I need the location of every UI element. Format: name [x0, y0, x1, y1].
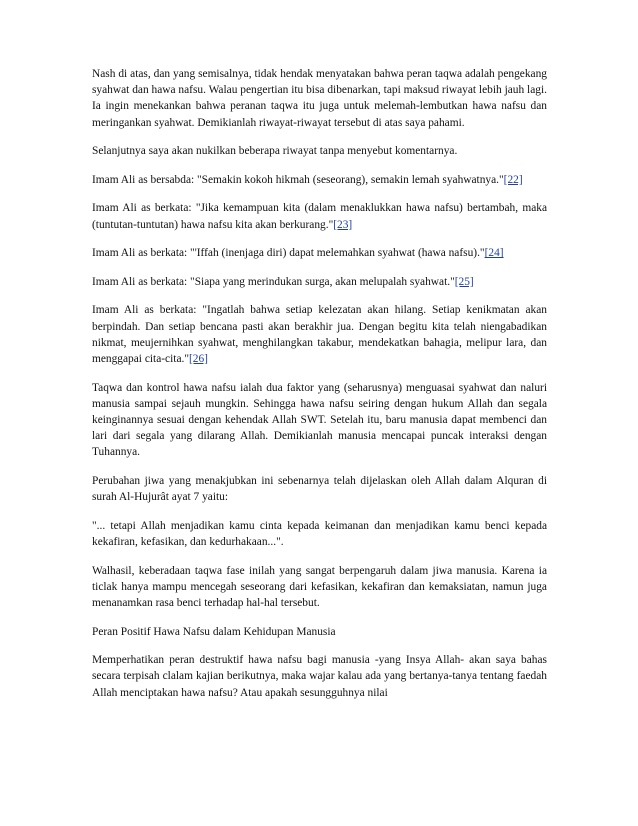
paragraph-quran-quote	[92, 518, 547, 550]
paragraph-text: Walhasil, keberadaan taqwa fase inilah yang sangat berpengaruh dalam jiwa manusia. Karena ia ticlak hanya mampu mencegah seseorang dari kefasikan, kekafiran dan kemaksiatan, namun juga menanamkan rasa benci terhadap hal-hal tersebut.	[92, 564, 547, 609]
paragraph-text: Taqwa dan kontrol hawa nafsu ialah dua faktor yang (seharusnya) menguasai syahwat dan naluri manusia sampai sejauh mungkin. Sehingga hawa nafsu seiring dengan hukum Allah dan segala keinginannya sesuai dengan kehendak Allah SWT. Setelah itu, baru manusia dapat membenci dan lari dari segala yang dilarang Allah. Demikianlah manusia mencapai puncak interaksi dengan Tuhannya.	[92, 381, 547, 459]
paragraph-text: Imam Ali as bersabda: "Semakin kokoh hikmah (seseorang), semakin lemah syahwatnya."	[92, 173, 504, 186]
paragraph-text: Imam Ali as berkata: "Jika kemampuan kita (dalam menaklukkan hawa nafsu) bertambah, maka (tuntutan-tuntutan) hawa nafsu kita akan berkurang."	[92, 202, 547, 231]
paragraph-text: Imam Ali as berkata: "Ingatlah bahwa setiap kelezatan akan hilang. Setiap kenikmatan akan berpindah. Dan setiap bencana pasti akan berakhir jua. Dengan begitu kita telah niengabadikan nikmat, meujernihkan syahwat, menghilangkan takabur, mendekatkan bahagia, melipur lara, dan menggapai cita-cita."	[92, 304, 547, 365]
paragraph-text: Imam Ali as berkata: "Siapa yang merindukan surga, akan melupalah syahwat."	[92, 275, 455, 288]
paragraph-quote-hikmah	[92, 172, 547, 188]
paragraph-taqwa-kontrol	[92, 380, 547, 461]
paragraph-text: Imam Ali as berkata: "'Iffah (inenjaga diri) dapat melemahkan syahwat (hawa nafsu)."	[92, 247, 485, 260]
paragraph-text: Nash di atas, dan yang semisalnya, tidak hendak menyatakan bahwa peran taqwa adalah pengekang syahwat dan hawa nafsu. Walau pengertian itu bisa dibenarkan, tapi maksud riwayat lebih jauh lagi. Ia ingin menekankan bahwa peranan taqwa itu juga untuk melemah-lembutkan hawa nafsu dan meringankan syahwat. Demikianlah riwayat-riwayat tersebut di atas saya pahami.	[92, 68, 547, 129]
footnote-link-24[interactable]: [24]	[484, 247, 504, 260]
footnote-link-26[interactable]: [26]	[189, 352, 208, 365]
footnote-link-23[interactable]: [23]	[333, 218, 353, 231]
paragraph-text: Perubahan jiwa yang menakjubkan ini sebenarnya telah dijelaskan oleh Allah dalam Alquran di surah Al-Hujurât ayat 7 yaitu:	[92, 474, 547, 504]
paragraph-text: Selanjutnya saya akan nukilkan beberapa riwayat tanpa menyebut komentarnya.	[92, 145, 458, 158]
paragraph-quote-kemampuan	[92, 200, 547, 232]
paragraph-walhasil	[92, 563, 547, 612]
paragraph-quote-iffah	[92, 245, 547, 261]
paragraph-quote-kelezatan	[92, 302, 547, 367]
paragraph-peran-destruktif	[92, 652, 547, 701]
paragraph-intro-riwayat	[92, 143, 547, 159]
paragraph-perubahan-jiwa	[92, 473, 547, 505]
section-heading-peran-positif	[92, 624, 547, 640]
paragraph-text: "... tetapi Allah menjadikan kamu cinta kepada keimanan dan menjadikan kamu benci kepada kekafiran, kefasikan, dan kedurhakaan...".	[92, 519, 547, 548]
heading-text: Peran Positif Hawa Nafsu dalam Kehidupan Manusia	[92, 625, 336, 638]
paragraph-taqwa-role	[92, 66, 547, 131]
paragraph-quote-surga	[92, 274, 547, 290]
document-page	[92, 66, 547, 713]
footnote-link-25[interactable]: [25]	[454, 275, 474, 288]
footnote-link-22[interactable]: [22]	[503, 173, 523, 186]
paragraph-text: Memperhatikan peran destruktif hawa nafsu bagi manusia -yang Insya Allah- akan saya bahas secara terpisah clalam kajian berikutnya, maka wajar kalau ada yang bertanya-tanya tentang faedah Allah menciptakan hawa nafsu? Atau apakah sesungguhnya nilai	[92, 654, 547, 699]
